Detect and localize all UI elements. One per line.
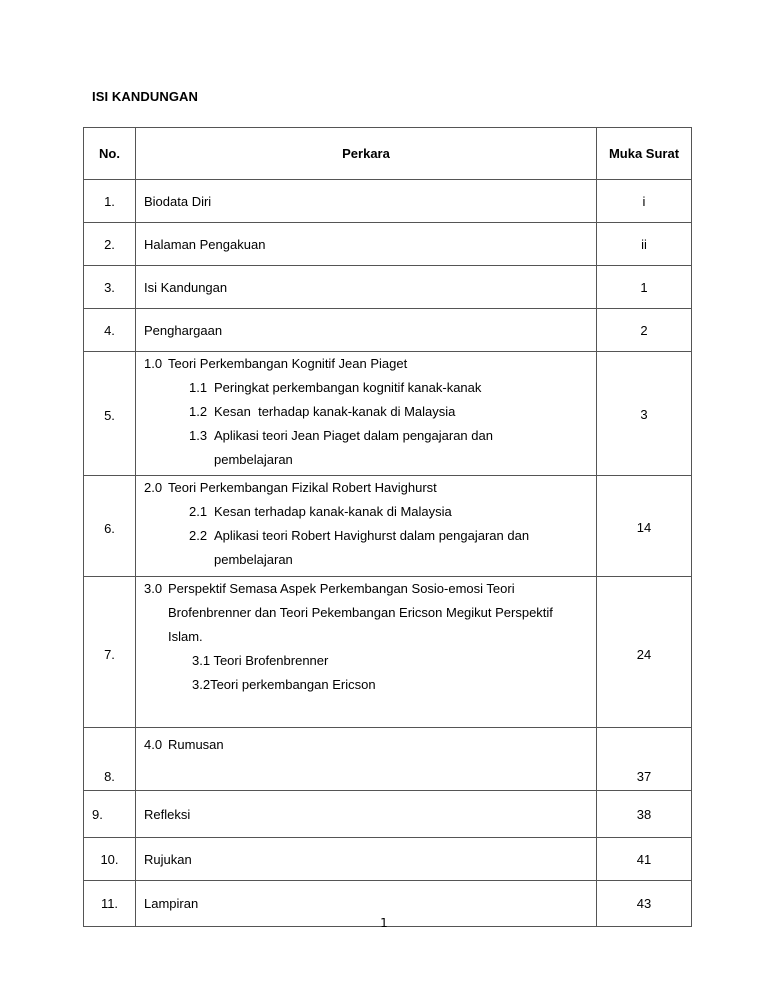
table-row [84, 180, 692, 223]
row-number: 3. [84, 266, 136, 309]
row-title-block [136, 577, 597, 728]
column-header-muka-surat: Muka Surat [597, 128, 692, 180]
row-number: 6. [84, 476, 136, 577]
row-page: 1 [597, 266, 692, 309]
row-page: 3 [597, 352, 692, 476]
row-page: 14 [597, 476, 692, 577]
table-row [84, 309, 692, 352]
row-page: i [597, 180, 692, 223]
section-heading: 1.0 Teori Perkembangan Kognitif Jean Piaget [144, 356, 408, 371]
table-row [84, 476, 692, 577]
row-page: 37 [597, 728, 692, 791]
subsection-item: 2.1 Kesan terhadap kanak-kanak di Malaysia [189, 504, 452, 519]
row-page: 38 [597, 791, 692, 838]
table-row [84, 223, 692, 266]
table-row [84, 728, 692, 791]
row-title-block [136, 476, 597, 577]
row-title: Lampiran [136, 881, 597, 927]
row-title: Rujukan [136, 838, 597, 881]
row-number: 1. [84, 180, 136, 223]
row-page: ii [597, 223, 692, 266]
row-number: 8. [84, 728, 136, 791]
column-header-no: No. [84, 128, 136, 180]
subsection-item: 1.2 Kesan terhadap kanak-kanak di Malaysia [189, 404, 456, 419]
row-number: 9. [84, 791, 136, 838]
row-number: 5. [84, 352, 136, 476]
row-number: 11. [84, 881, 136, 927]
table-row [84, 352, 692, 476]
row-number: 2. [84, 223, 136, 266]
column-header-perkara: Perkara [136, 128, 597, 180]
section-heading-continuation: Brofenbrenner dan Teori Pekembangan Ericson Megikut Perspektif [168, 605, 553, 620]
row-title: Halaman Pengakuan [136, 223, 597, 266]
row-number: 4. [84, 309, 136, 352]
row-title: 4.0 Rumusan [136, 728, 597, 791]
table-row [84, 838, 692, 881]
subsection-continuation: pembelajaran [214, 552, 293, 567]
subsection-item: 3.1 Teori Brofenbrenner [192, 653, 329, 668]
row-title-block [136, 352, 597, 476]
row-page: 24 [597, 577, 692, 728]
table-row [84, 577, 692, 728]
row-title: Biodata Diri [136, 180, 597, 223]
table-header-row [84, 128, 692, 180]
row-number: 7. [84, 577, 136, 728]
subsection-item: 1.1 Peringkat perkembangan kognitif kanak-kanak [189, 380, 482, 395]
section-heading: 3.0 Perspektif Semasa Aspek Perkembangan Sosio-emosi Teori [144, 581, 515, 596]
subsection-item: 3.2Teori perkembangan Ericson [192, 677, 376, 692]
table-row [84, 791, 692, 838]
row-title: Penghargaan [136, 309, 597, 352]
subsection-item: 1.3 Aplikasi teori Jean Piaget dalam pengajaran dan [189, 428, 493, 443]
subsection-item: 2.2 Aplikasi teori Robert Havighurst dalam pengajaran dan [189, 528, 530, 543]
row-number: 10. [84, 838, 136, 881]
section-heading-continuation: Islam. [168, 629, 203, 644]
row-page: 43 [597, 881, 692, 927]
row-title: Isi Kandungan [136, 266, 597, 309]
row-page: 41 [597, 838, 692, 881]
document-title: ISI KANDUNGAN [92, 89, 199, 104]
section-heading: 2.0 Teori Perkembangan Fizikal Robert Havighurst [144, 480, 437, 495]
row-page: 2 [597, 309, 692, 352]
page-number: 1 [380, 916, 388, 930]
row-title: Refleksi [136, 791, 597, 838]
contents-table [83, 127, 692, 927]
subsection-continuation: pembelajaran [214, 452, 293, 467]
table-row [84, 266, 692, 309]
